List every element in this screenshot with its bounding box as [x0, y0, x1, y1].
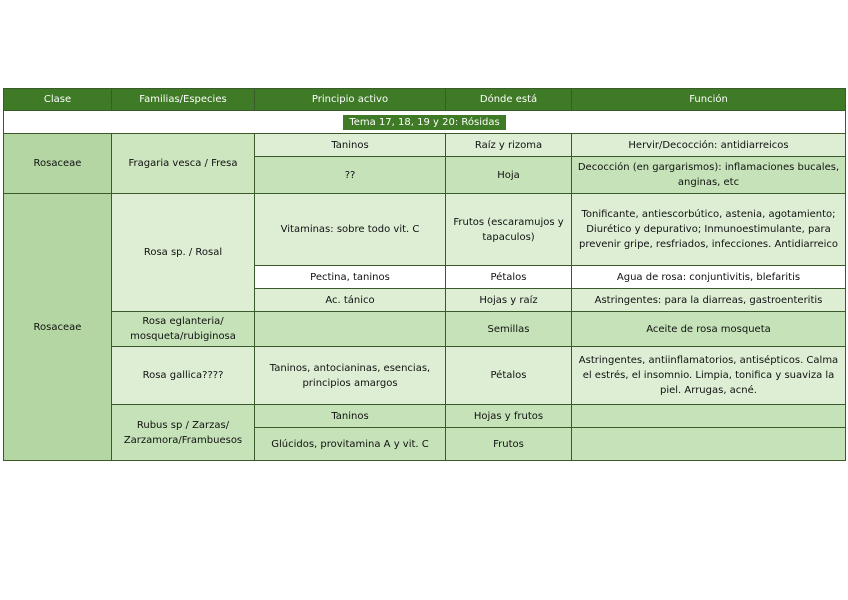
- principio-cell: Taninos, antocianinas, esencias, principios amargos: [255, 347, 446, 405]
- table-row: [4, 134, 846, 157]
- donde-cell: Frutos (escaramujos y tapaculos): [446, 194, 572, 266]
- funcion-cell: Agua de rosa: conjuntivitis, blefaritis: [572, 266, 846, 289]
- funcion-cell: Aceite de rosa mosqueta: [572, 312, 846, 347]
- principio-cell: Pectina, taninos: [255, 266, 446, 289]
- funcion-cell: Astringentes: para la diarreas, gastroenteritis: [572, 289, 846, 312]
- donde-cell: Frutos: [446, 428, 572, 461]
- table-row: [4, 194, 846, 266]
- funcion-cell: Decocción (en gargarismos): inflamaciones bucales, anginas, etc: [572, 157, 846, 194]
- principio-cell: Taninos: [255, 134, 446, 157]
- principio-cell: Taninos: [255, 405, 446, 428]
- header-funcion: Función: [572, 89, 846, 111]
- section-banner-row: [4, 111, 846, 134]
- funcion-cell: Hervir/Decocción: antidiarreicos: [572, 134, 846, 157]
- table-row: [4, 405, 846, 428]
- donde-cell: Pétalos: [446, 266, 572, 289]
- funcion-cell: [572, 405, 846, 428]
- header-familias: Familias/Especies: [112, 89, 255, 111]
- principio-cell: [255, 312, 446, 347]
- donde-cell: Hojas y frutos: [446, 405, 572, 428]
- table-row: [4, 312, 846, 347]
- funcion-cell: Tonificante, antiescorbútico, astenia, agotamiento; Diurético y depurativo; Inmunoestimulante, para prevenir gripe, resfriados, infecciones. Antidiarreico: [572, 194, 846, 266]
- familia-cell: Rosa gallica????: [112, 347, 255, 405]
- header-clase: Clase: [4, 89, 112, 111]
- donde-cell: Hoja: [446, 157, 572, 194]
- header-donde: Dónde está: [446, 89, 572, 111]
- donde-cell: Pétalos: [446, 347, 572, 405]
- familia-cell: Rubus sp / Zarzas/ Zarzamora/Frambuesos: [112, 405, 255, 461]
- funcion-cell: [572, 428, 846, 461]
- familia-cell: Fragaria vesca / Fresa: [112, 134, 255, 194]
- principio-cell: Vitaminas: sobre todo vit. C: [255, 194, 446, 266]
- donde-cell: Raíz y rizoma: [446, 134, 572, 157]
- donde-cell: Semillas: [446, 312, 572, 347]
- header-principio: Principio activo: [255, 89, 446, 111]
- principio-cell: ??: [255, 157, 446, 194]
- plant-table: [3, 88, 846, 461]
- principio-cell: Ac. tánico: [255, 289, 446, 312]
- clase-cell: Rosaceae: [4, 134, 112, 194]
- donde-cell: Hojas y raíz: [446, 289, 572, 312]
- table-row: [4, 347, 846, 405]
- clase-cell: Rosaceae: [4, 194, 112, 461]
- header-row: [4, 89, 846, 111]
- section-banner-cell: [4, 111, 846, 134]
- funcion-cell: Astringentes, antiinflamatorios, antisépticos. Calma el estrés, el insomnio. Limpia, tonifica y suaviza la piel. Arrugas, acné.: [572, 347, 846, 405]
- principio-cell: Glúcidos, provitamina A y vit. C: [255, 428, 446, 461]
- familia-cell: Rosa eglanteria/ mosqueta/rubiginosa: [112, 312, 255, 347]
- familia-cell: Rosa sp. / Rosal: [112, 194, 255, 312]
- section-banner: Tema 17, 18, 19 y 20: Rósidas: [343, 115, 505, 130]
